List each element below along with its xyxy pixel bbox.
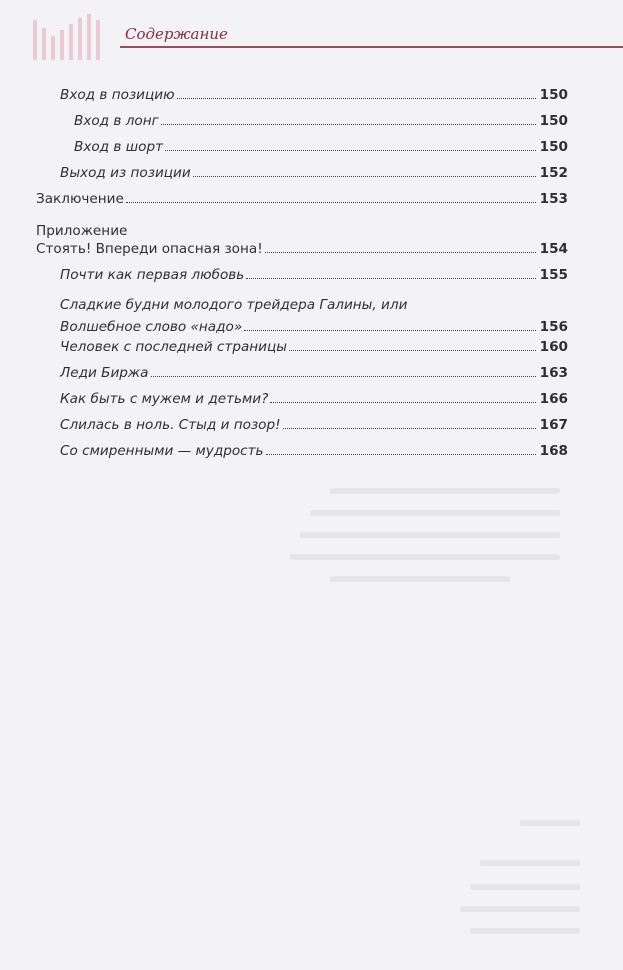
toc-entry-title: Вход в лонг xyxy=(74,113,159,129)
bleed-through-text xyxy=(470,928,580,934)
toc-entry-title: Почти как первая любовь xyxy=(60,267,245,283)
toc-entry-title: Стоять! Впереди опасная зона! xyxy=(36,241,263,257)
dot-leader xyxy=(244,330,536,331)
dot-leader xyxy=(265,252,536,253)
toc-entry-page: 168 xyxy=(539,443,568,459)
toc-entry-page: 150 xyxy=(539,139,568,155)
dot-leader xyxy=(266,454,536,455)
dot-leader xyxy=(289,350,536,351)
bleed-through-text xyxy=(470,884,580,890)
dot-leader xyxy=(161,124,536,125)
toc-entry[interactable] xyxy=(36,296,568,336)
decoration-bar xyxy=(87,14,91,60)
toc-entry[interactable] xyxy=(36,138,568,156)
toc-entry-title: Вход в шорт xyxy=(74,139,164,155)
toc-entry-page: 152 xyxy=(539,165,568,181)
decoration-bar xyxy=(33,20,37,60)
toc-entry-title: Как быть с мужем и детьми? xyxy=(60,391,269,407)
decoration-bar xyxy=(42,28,46,60)
toc-entry-title: Со смиренными — мудрость xyxy=(60,443,264,459)
dot-leader xyxy=(193,176,536,177)
toc-entry-page: 167 xyxy=(539,417,568,433)
toc-entry-title: Волшебное слово «надо» xyxy=(60,319,243,335)
bleed-through-text xyxy=(300,532,560,538)
bleed-through-text xyxy=(330,576,510,582)
toc-entry[interactable] xyxy=(36,164,568,182)
toc-entry-title: Вход в позицию xyxy=(60,87,175,103)
toc-entry[interactable] xyxy=(36,112,568,130)
bleed-through-text xyxy=(480,860,580,866)
decoration-bar xyxy=(60,30,64,60)
toc-entry[interactable] xyxy=(36,364,568,382)
dot-leader xyxy=(177,98,536,99)
toc-entry-page: 166 xyxy=(539,391,568,407)
toc-entry[interactable] xyxy=(36,390,568,408)
dot-leader xyxy=(165,150,536,151)
toc-entry-page: 163 xyxy=(539,365,568,381)
toc-entry-page: 150 xyxy=(539,87,568,103)
dot-leader xyxy=(126,202,536,203)
toc-entry-page: 153 xyxy=(539,191,568,207)
toc-section-heading: Приложение xyxy=(36,223,128,239)
toc-entry[interactable] xyxy=(36,416,568,434)
decoration-bar xyxy=(69,24,73,60)
toc-entry[interactable] xyxy=(36,266,568,284)
decoration-bar xyxy=(78,18,82,60)
decoration-bar xyxy=(96,20,100,60)
toc-entry-title: Человек с последней страницы xyxy=(60,339,287,355)
toc-entry[interactable] xyxy=(36,240,568,258)
toc-entry-page: 150 xyxy=(539,113,568,129)
bleed-through-text xyxy=(290,554,560,560)
toc-entry-page: 160 xyxy=(539,339,568,355)
dot-leader xyxy=(151,376,536,377)
dot-leader xyxy=(270,402,536,403)
toc-entry-page: 156 xyxy=(539,319,568,335)
page-title: Содержание xyxy=(125,25,228,43)
toc-entry[interactable] xyxy=(36,86,568,104)
bleed-through-text xyxy=(310,510,560,516)
toc-entry[interactable] xyxy=(36,442,568,460)
decoration-bar xyxy=(51,36,55,60)
bleed-through-text xyxy=(330,488,560,494)
header-decoration-bars xyxy=(33,14,113,60)
header-rule xyxy=(120,46,623,48)
toc-entry[interactable] xyxy=(36,190,568,208)
toc-entry-title: Слилась в ноль. Стыд и позор! xyxy=(60,417,281,433)
toc-entry-title: Выход из позиции xyxy=(60,165,191,181)
toc-entry[interactable] xyxy=(36,338,568,356)
dot-leader xyxy=(246,278,536,279)
bleed-through-text xyxy=(460,906,580,912)
dot-leader xyxy=(283,428,536,429)
toc-entry-title: Леди Биржа xyxy=(60,365,149,381)
bleed-through-text xyxy=(520,820,580,826)
toc-entry-title: Заключение xyxy=(36,191,124,207)
toc-entry-page: 155 xyxy=(539,267,568,283)
toc-entry-title-line1: Сладкие будни молодого трейдера Галины, или xyxy=(60,297,408,313)
toc-entry-page: 154 xyxy=(539,241,568,257)
